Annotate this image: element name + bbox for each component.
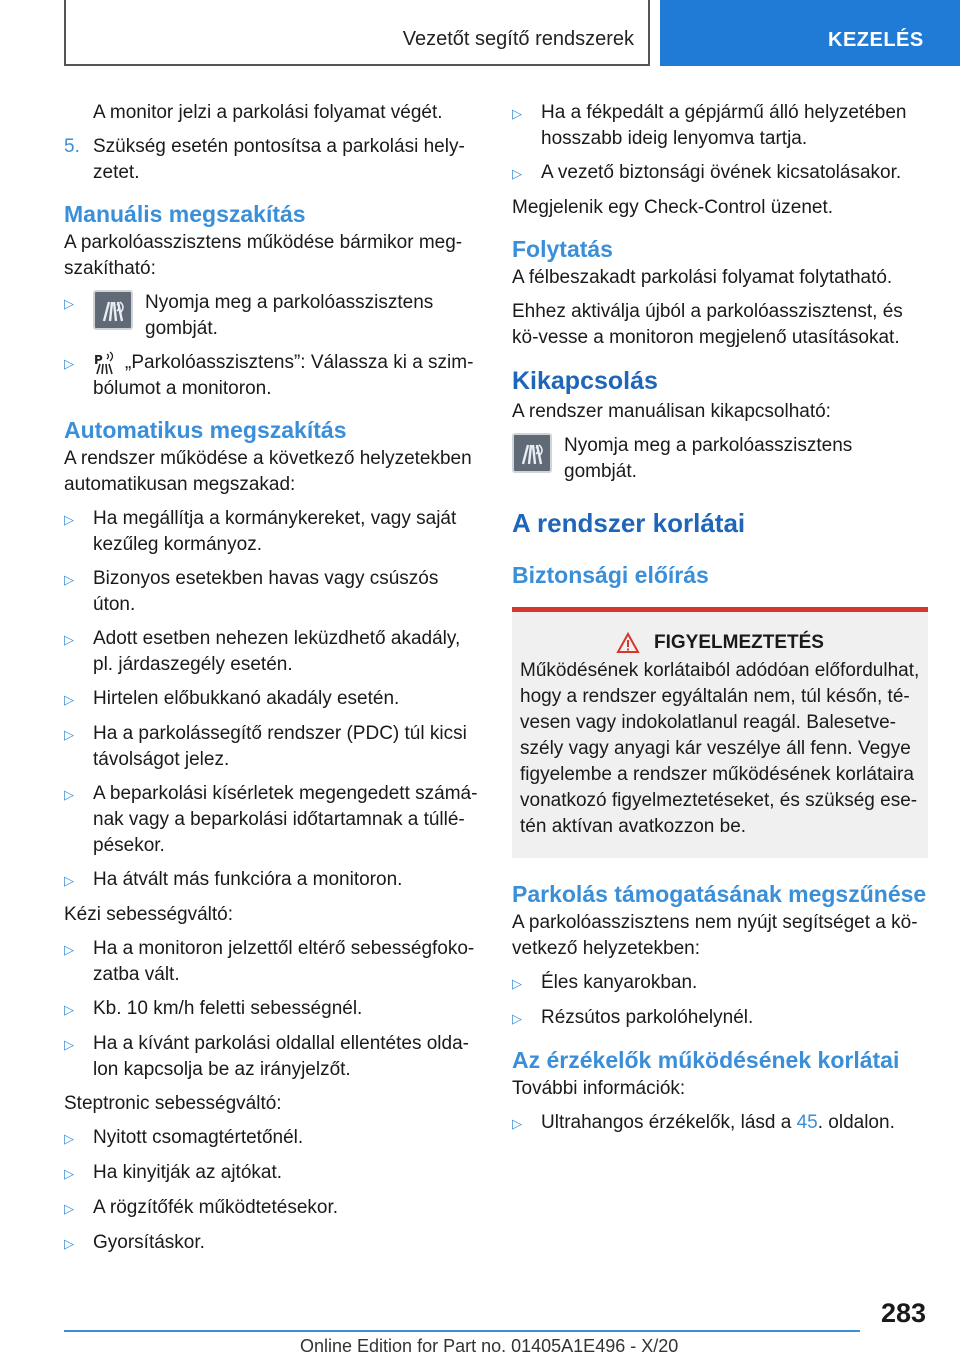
footer-edition bbox=[300, 1336, 678, 1357]
auto-cancel-heading: Automatikus megszakítás bbox=[64, 417, 347, 443]
list-item-text: A rögzítőfék működtetésekor. bbox=[93, 1197, 339, 1218]
list-item bbox=[64, 626, 482, 678]
triangle-bullet-icon: ▷ bbox=[64, 1201, 74, 1216]
header-chapter-box bbox=[660, 0, 960, 66]
list-item bbox=[512, 160, 928, 187]
triangle-bullet-icon: ▷ bbox=[64, 1166, 74, 1181]
list-item bbox=[64, 506, 482, 558]
list-item bbox=[512, 1005, 928, 1032]
triangle-bullet-icon: ▷ bbox=[512, 1011, 522, 1026]
list-item bbox=[64, 686, 482, 713]
list-item bbox=[64, 721, 482, 773]
list-item-text: Nyitott csomagtértetőnél. bbox=[93, 1127, 304, 1148]
steptronic-label: Steptronic sebességváltó: bbox=[64, 1093, 282, 1114]
sensor-limits-intro: További információk: bbox=[512, 1078, 686, 1099]
manual-gear-label: Kézi sebességváltó: bbox=[64, 904, 233, 925]
triangle-bullet-icon: ▷ bbox=[64, 512, 74, 527]
triangle-bullet-icon: ▷ bbox=[64, 356, 74, 371]
continue-heading: Folytatás bbox=[512, 236, 613, 262]
list-item bbox=[64, 1160, 482, 1187]
list-item bbox=[64, 996, 482, 1023]
list-item-text: Ultrahangos érzékelők, lásd a bbox=[541, 1112, 797, 1133]
list-item-text: A beparkolási kísérletek megengedett számá-nak vagy a beparkolási időtartamnak a túllé-pésekor. bbox=[93, 783, 478, 856]
list-item-text: Gyorsításkor. bbox=[93, 1232, 205, 1253]
triangle-bullet-icon: ▷ bbox=[64, 296, 74, 311]
list-item bbox=[512, 1110, 928, 1137]
triangle-bullet-icon: ▷ bbox=[64, 873, 74, 888]
park-assist-symbol-icon bbox=[93, 350, 117, 376]
safety-heading: Biztonsági előírás bbox=[512, 562, 709, 588]
support-end-intro: A parkolóasszisztens nem nyújt segítséget a kö-vetkező helyzetekben: bbox=[512, 912, 918, 959]
triangle-bullet-icon: ▷ bbox=[64, 1131, 74, 1146]
warning-triangle-icon bbox=[616, 632, 640, 654]
warning-body: Működésének korlátaiból adódóan előfordulhat, hogy a rendszer egyáltalán nem, túl későn, té-vesen vagy indokolatlanul reagál. Balesetve-szély vagy anyagi kár veszélye áll fenn. Vegye figyelembe a rendszer működésének korlátaira vonatkozó figyelmeztetéseket, és szükség ese-tén aktívan avatkozzon be. bbox=[520, 660, 920, 837]
footer-divider bbox=[64, 1330, 860, 1332]
list-item-text: Ha megállítja a kormánykereket, vagy saját kezűleg kormányoz. bbox=[93, 508, 457, 555]
triangle-bullet-icon: ▷ bbox=[64, 572, 74, 587]
list-item bbox=[64, 566, 482, 618]
list-item bbox=[64, 290, 482, 342]
park-assist-button-icon bbox=[512, 433, 564, 485]
list-item-text: Ha átvált más funkcióra a monitoron. bbox=[93, 869, 403, 890]
list-item-text: Ha a parkolássegítő rendszer (PDC) túl kicsi távolságot jelez. bbox=[93, 723, 467, 770]
warning-header bbox=[520, 632, 920, 654]
triangle-bullet-icon: ▷ bbox=[64, 787, 74, 802]
svg-text:P: P bbox=[94, 353, 103, 367]
list-item-text: Ha a fékpedált a gépjármű álló helyzetében hosszabb ideig lenyomva tartja. bbox=[541, 102, 907, 149]
step-5 bbox=[64, 134, 482, 186]
list-item-text: Hirtelen előbukkanó akadály esetén. bbox=[93, 688, 400, 709]
list-item-text: Rézsútos parkolóhelynél. bbox=[541, 1007, 754, 1028]
chapter-label: KEZELÉS bbox=[828, 29, 924, 51]
triangle-bullet-icon: ▷ bbox=[64, 632, 74, 647]
right-column bbox=[512, 100, 928, 1145]
list-item-text: Nyomja meg a parkolóasszisztens gombját. bbox=[145, 292, 434, 339]
list-item-text: Ha a kívánt parkolási oldallal ellentétes olda-lon kapcsolja be az irányjelzőt. bbox=[93, 1033, 469, 1080]
switch-off-heading: Kikapcsolás bbox=[512, 367, 658, 395]
warning-title: FIGYELMEZTETÉS bbox=[654, 632, 824, 653]
list-item bbox=[512, 100, 928, 152]
page-number: 283 bbox=[880, 1298, 926, 1328]
list-item-text: Bizonyos esetekben havas vagy csúszós úton. bbox=[93, 568, 439, 615]
left-column bbox=[64, 100, 482, 1265]
support-end-heading: Parkolás támogatásának megszűnése bbox=[512, 881, 927, 907]
list-item-text: Adott esetben nehezen leküzdhető akadály, pl. járdaszegély esetén. bbox=[93, 628, 461, 675]
edition-text: Online Edition for Part no. 01405A1E496 - X/20 bbox=[300, 1336, 679, 1356]
triangle-bullet-icon: ▷ bbox=[64, 1236, 74, 1251]
list-item-text: Ha a monitoron jelzettől eltérő sebességfoko-zatba vált. bbox=[93, 938, 475, 985]
list-item-text: Kb. 10 km/h feletti sebességnél. bbox=[93, 998, 363, 1019]
switch-off-text: A rendszer manuálisan kikapcsolható: bbox=[512, 401, 831, 422]
list-item-text: Éles kanyarokban. bbox=[541, 972, 698, 993]
list-item-text: A vezető biztonsági övének kicsatolásakor. bbox=[541, 162, 902, 183]
limits-heading: A rendszer korlátai bbox=[512, 508, 746, 538]
triangle-bullet-icon: ▷ bbox=[64, 727, 74, 742]
list-item-text-end: . oldalon. bbox=[817, 1112, 895, 1133]
list-item-text: Nyomja meg a parkolóasszisztens gombját. bbox=[564, 435, 853, 482]
list-item bbox=[64, 1031, 482, 1083]
triangle-bullet-icon: ▷ bbox=[512, 166, 522, 181]
triangle-bullet-icon: ▷ bbox=[64, 1037, 74, 1052]
step-number: 5. bbox=[64, 136, 80, 157]
continue-text-2: Ehhez aktiválja újból a parkolóasszisztenst, és kö-vesse a monitoron megjelenő utasításokat. bbox=[512, 301, 903, 348]
step-text: Szükség esetén pontosítsa a parkolási hely-zetet. bbox=[93, 136, 465, 183]
auto-cancel-intro: A rendszer működése a következő helyzetekben automatikusan megszakad: bbox=[64, 448, 472, 495]
list-item-text: „Parkolóasszisztens”: Válassza ki a szim-bólumot a monitoron. bbox=[93, 352, 474, 399]
triangle-bullet-icon: ▷ bbox=[64, 942, 74, 957]
warning-box bbox=[512, 607, 928, 858]
continued-text: A monitor jelzi a parkolási folyamat végét. bbox=[93, 102, 443, 123]
list-item bbox=[64, 350, 482, 402]
page-reference-link[interactable]: 45 bbox=[796, 1112, 818, 1133]
list-item bbox=[64, 867, 482, 894]
list-item bbox=[64, 1195, 482, 1222]
list-item bbox=[512, 970, 928, 997]
list-item bbox=[64, 936, 482, 988]
sensor-limits-heading: Az érzékelők működésének korlátai bbox=[512, 1047, 900, 1073]
triangle-bullet-icon: ▷ bbox=[512, 976, 522, 991]
triangle-bullet-icon: ▷ bbox=[512, 1116, 522, 1131]
list-item bbox=[64, 1230, 482, 1257]
list-item bbox=[64, 1125, 482, 1152]
triangle-bullet-icon: ▷ bbox=[512, 106, 522, 121]
triangle-bullet-icon: ▷ bbox=[64, 692, 74, 707]
check-control-message: Megjelenik egy Check-Control üzenet. bbox=[512, 197, 834, 218]
park-assist-button-icon bbox=[93, 290, 145, 342]
section-title: Vezetőt segítő rendszerek bbox=[402, 28, 634, 50]
list-item bbox=[64, 781, 482, 859]
header-section-box bbox=[64, 0, 650, 66]
continue-text-1: A félbeszakadt parkolási folyamat folytatható. bbox=[512, 267, 893, 288]
manual-cancel-heading: Manuális megszakítás bbox=[64, 201, 306, 227]
manual-cancel-intro: A parkolóasszisztens működése bármikor meg-szakítható: bbox=[64, 232, 463, 279]
list-item-text: Ha kinyitják az ajtókat. bbox=[93, 1162, 283, 1183]
triangle-bullet-icon: ▷ bbox=[64, 1002, 74, 1017]
list-item bbox=[512, 433, 928, 485]
